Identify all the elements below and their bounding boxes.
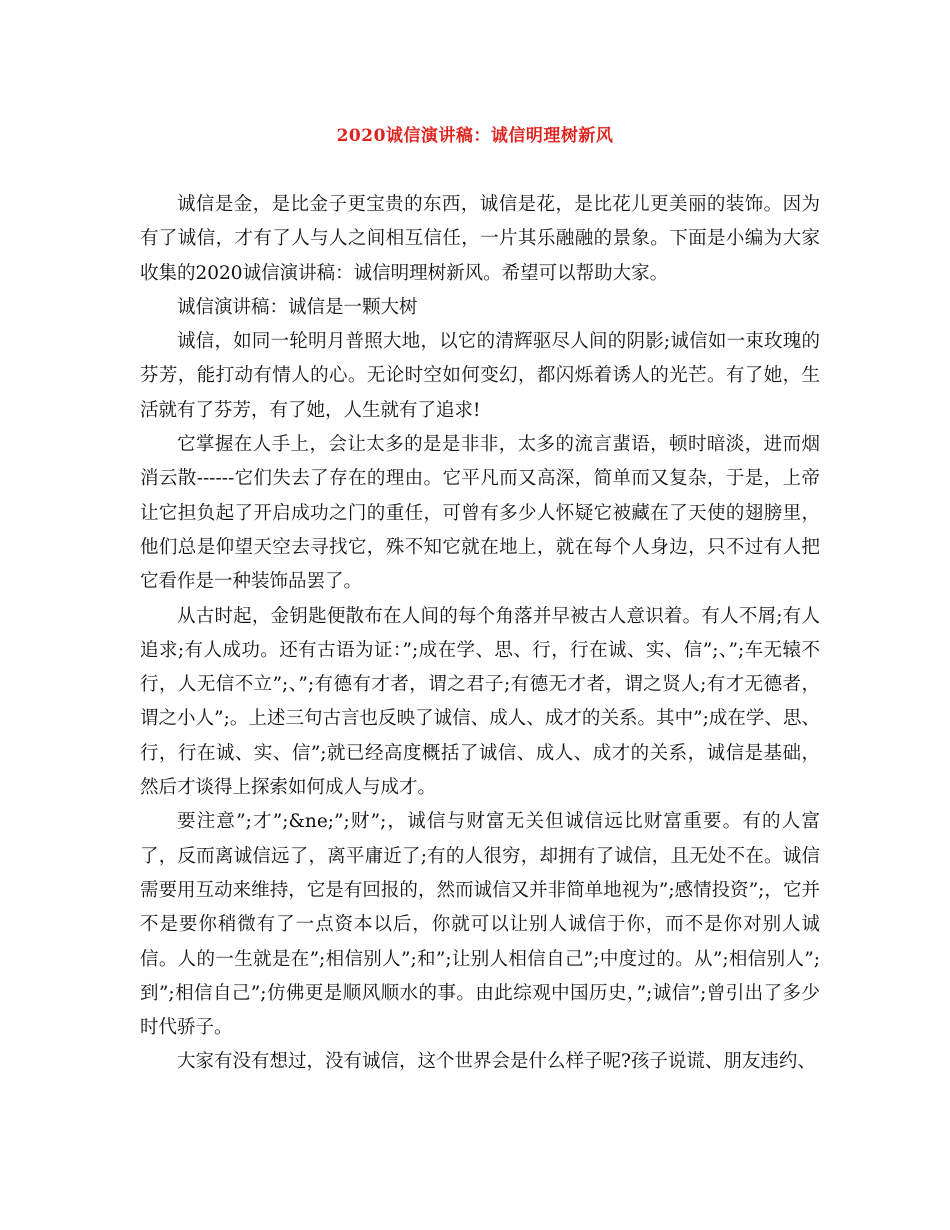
section-heading: 诚信演讲稿：诚信是一颗大树 [177, 296, 418, 318]
paragraph: 它掌握在人手上，会让太多的是是非非，太多的流言蜚语，顿时暗淡，进而烟消云散------它们失去了存在的理由。它平凡而又高深，简单而又复杂，于是，上帝让它担负起了开启成功之门的重任，可曾有多少人怀疑它被藏在了天使的翅膀里，他们总是仰望天空去寻找它，殊不知它就在地上，就在每个人身边，只不过有人把它看作是一种装饰品罢了。 [140, 434, 820, 593]
paragraph: 要注意”;才”;&ne;”;财”;，诚信与财富无关但诚信远比财富重要。有的人富了，反而离诚信远了，离平庸近了;有的人很穷，却拥有了诚信，且无处不在。诚信需要用互动来维持，它是有回报的，然而诚信又并非简单地视为”;感情投资”;，它并不是要你稍微有了一点资本以后，你就可以让别人诚信于你，而不是你对别人诚信。人的一生就是在”;相信别人”;和”;让别人相信自己”;中度过的。从”;相信别人”;到”;相信自己”;仿佛更是顺风顺水的事。由此综观中国历史，”;诚信”;曾引出了多少时代骄子。 [140, 811, 820, 1039]
document-body [140, 188, 820, 1080]
paragraph: 大家有没有想过，没有诚信，这个世界会是什么样子呢?孩子说谎、朋友违约、 [177, 1051, 816, 1073]
paragraph: 诚信，如同一轮明月普照大地，以它的清辉驱尽人间的阴影;诚信如一束玫瑰的芬芳，能打动有情人的心。无论时空如何变幻，都闪烁着诱人的光芒。有了她，生活就有了芬芳，有了她，人生就有了追求! [140, 331, 820, 421]
document-title: 2020诚信演讲稿：诚信明理树新风 [336, 126, 614, 146]
paragraph: 诚信是金，是比金子更宝贵的东西，诚信是花，是比花儿更美丽的装饰。因为有了诚信，才有了人与人之间相互信任，一片其乐融融的景象。下面是小编为大家收集的2020诚信演讲稿：诚信明理树新风。希望可以帮助大家。 [140, 194, 820, 284]
paragraph: 从古时起，金钥匙便散布在人间的每个角落并早被古人意识着。有人不屑;有人追求;有人成功。还有古语为证：”;成在学、思、行，行在诚、实、信”;、”;车无辕不行，人无信不立”;、”;有德有才者，谓之君子;有德无才者，谓之贤人;有才无德者，谓之小人”;。上述三句古言也反映了诚信、成人、成才的关系。其中”;成在学、思、行，行在诚、实、信”;就已经高度概括了诚信、成人、成才的关系，诚信是基础，然后才谈得上探索如何成人与成才。 [140, 605, 820, 799]
